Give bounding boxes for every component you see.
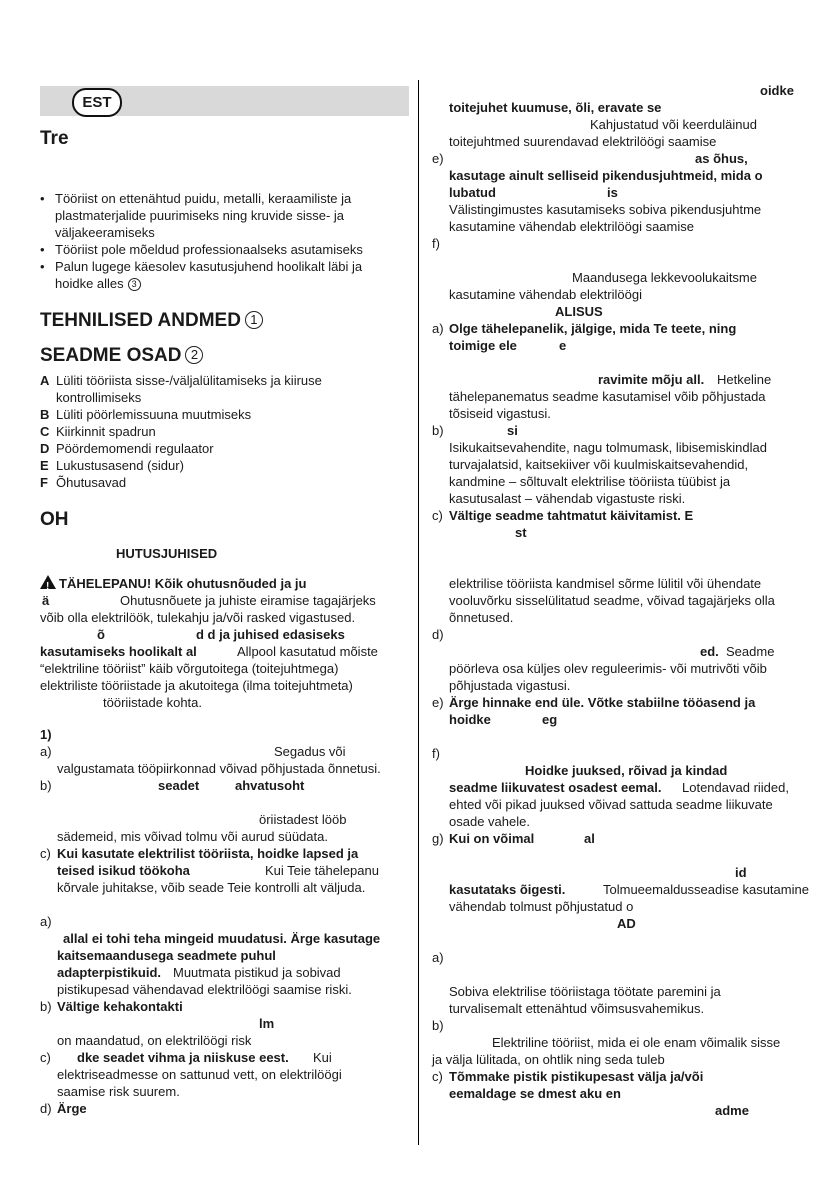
text-line: kõrvale juhitakse, võib seade Teie kontrolli alt väljuda. <box>57 880 366 895</box>
text-line: Vältige kehakontakti <box>57 999 183 1014</box>
item-label: e) <box>432 151 444 166</box>
text-line: kasutage ainult selliseid pikendusjuhtmeid, mida o <box>449 168 763 183</box>
text-line: Allpool kasutatud mõiste <box>237 644 378 659</box>
reference-number: 3 <box>128 278 141 291</box>
text-line: vähendab tolmust põhjustatud o <box>449 899 634 914</box>
text-line: Välistingimustes kasutamiseks sobiva pikendusjuhtme <box>449 202 762 217</box>
list-item: A Lüliti tööriista sisse-/väljalülitamiseks ja kiiruse kontrollimiseks <box>40 373 322 405</box>
text-line: ehted või pikad juuksed võivad sattuda seadme liikuvate <box>449 797 773 812</box>
text-line: Ärge hinnake end üle. Võtke stabiilne tööasend ja <box>449 695 756 710</box>
item-label: c) <box>40 846 51 861</box>
text-line: Isikukaitsevahendite, nagu tolmumask, libisemiskindlad <box>449 440 767 455</box>
text-line: Tolmueemaldusseadise kasutamine <box>603 882 809 897</box>
item-label: c) <box>432 1069 443 1084</box>
text-line: al <box>584 831 595 846</box>
text-line: osade vahele. <box>449 814 530 829</box>
text-line: ALISUS <box>555 304 603 319</box>
text-line: Ärge <box>57 1101 87 1116</box>
text-line: Sobiva elektrilise tööriistaga töötate paremini ja <box>449 984 721 999</box>
text-line: Hoidke juuksed, rõivad ja kindad <box>525 763 728 778</box>
text-line: allal ei tohi teha mingeid muudatusi. Ärge kasutage <box>63 931 381 946</box>
text-line: eg <box>542 712 558 727</box>
reference-number: 1 <box>245 311 263 329</box>
text-line: ed. <box>700 644 719 659</box>
item-label: b) <box>432 423 444 438</box>
text-line: Kahjustatud või keerduläinud <box>590 117 757 132</box>
text-line: ja välja lülitada, on ohtlik ning seda tuleb <box>432 1052 665 1067</box>
text-line: toimige ele <box>449 338 517 353</box>
text-line: pistikupesad vähendavad elektrilöögi saamise riski. <box>57 982 352 997</box>
text-line: pöörleva osa küljes olev reguleerimis- või mutrivõti võib <box>449 661 767 676</box>
list-item: E Lukustusasend (sidur) <box>40 458 184 473</box>
text-line: toitejuhtmed suurendavad elektrilöögi saamise <box>449 134 717 149</box>
item-label: c) <box>40 1050 51 1065</box>
list-item: • Palun lugege käesolev kasutusjuhend hoolikalt läbi ja hoidke alles 3 <box>40 258 363 292</box>
item-label: a) <box>432 321 444 336</box>
safety-subheading: HUTUSJUHISED <box>116 546 218 561</box>
text-line: Kui Teie tähelepanu <box>265 863 379 878</box>
text-line: vooluvõrku sisselülitatud seadme, võivad tagajärjeks olla <box>449 593 775 608</box>
text-line: elektrilise tööriista kandmisel sõrme lülitil või ühendate <box>449 576 762 591</box>
device-parts-heading: SEADME OSAD 2 <box>40 345 203 367</box>
item-label: d) <box>432 627 444 642</box>
text-line: öriistadest lööb <box>259 812 347 827</box>
text-line: lm <box>259 1016 275 1031</box>
text-line: kandmine – sõltuvalt elektrilise tööriista tüübist ja <box>449 474 731 489</box>
reference-number: 2 <box>185 346 203 364</box>
list-item: F Õhutusavad <box>40 475 127 490</box>
text-line: Elektriline tööriist, mida ei ole enam võimalik sisse <box>492 1035 781 1050</box>
text-line: Kui on võimal <box>449 831 535 846</box>
text-line: õnnetused. <box>449 610 514 625</box>
item-label: a) <box>40 914 52 929</box>
list-item: • Tööriist pole mõeldud professionaalseks asutamiseks <box>40 241 363 258</box>
warning-icon <box>40 575 56 589</box>
intro-bullets <box>40 190 363 292</box>
parts-list <box>40 372 410 491</box>
text-line: oidke <box>760 83 794 98</box>
item-label: b) <box>40 778 52 793</box>
text-line: kasutataks õigesti. <box>449 882 566 897</box>
text-line: adapterpistikuid. <box>57 965 162 980</box>
safety-heading: OH <box>40 509 69 530</box>
text-line: kaitsemaandusega seadmete puhul <box>57 948 276 963</box>
text-line: id <box>735 865 747 880</box>
item-label: c) <box>432 508 443 523</box>
text-line: toitejuhet kuumuse, õli, eravate se <box>449 100 662 115</box>
text-line: Kui kasutate elektrilist tööriista, hoidke lapsed ja <box>57 846 359 861</box>
list-item: • Tööriist on ettenähtud puidu, metalli, keraamiliste ja plastmaterjalide puurimiseks ning kruvide sisse- ja väljakeeramiseks <box>40 190 363 241</box>
text-line: kasutusalast – vähendab vigastuste riski. <box>449 491 686 506</box>
list-item: D Pöördemomendi regulaator <box>40 441 214 456</box>
text-line: kasutamiseks hoolikalt al <box>40 644 197 659</box>
text-line: Tõmmake pistik pistikupesast välja ja/või <box>449 1069 704 1084</box>
item-label: e) <box>432 695 444 710</box>
text-line: adme <box>715 1103 749 1118</box>
text-line: turvalisemalt ettenähtud võimsusvahemikus. <box>449 1001 705 1016</box>
text-line: Ohutusnõuete ja juhiste eiramise tagajärjeks <box>120 593 376 608</box>
text-line: Lotendavad riided, <box>682 780 789 795</box>
text-line: Hetkeline <box>717 372 772 387</box>
text-line: valgustamata tööpiirkonnad võivad põhjustada õnnetusi. <box>57 761 381 776</box>
text-line: tõsiseid vigastusi. <box>449 406 551 421</box>
text-line: as õhus, <box>695 151 748 166</box>
text-line: ahvatusoht <box>235 778 305 793</box>
text-line: on maandatud, on elektrilöögi risk <box>57 1033 252 1048</box>
item-label: a) <box>40 744 52 759</box>
item-label: a) <box>432 950 444 965</box>
list-item: C Kiirkinnit spadrun <box>40 424 156 439</box>
column-divider <box>418 80 419 1145</box>
text-line: Kui <box>313 1050 332 1065</box>
text-line: Muutmata pistikud ja sobivad <box>173 965 341 980</box>
section-number: 1) <box>40 727 52 742</box>
section-title: Tre <box>40 128 69 149</box>
text-line: Maandusega lekkevoolukaitsme <box>572 270 757 285</box>
text-line: kasutamine vähendab elektrilöögi <box>449 287 642 302</box>
text-line: võib olla elektrilöök, tulekahju ja/või rasked vigastused. <box>40 610 356 625</box>
item-label: b) <box>40 999 52 1014</box>
text-line: st <box>515 525 527 540</box>
text-line: AD <box>617 916 636 931</box>
list-item: B Lüliti pöörlemissuuna muutmiseks <box>40 407 252 422</box>
text-line: e <box>559 338 567 353</box>
item-label: f) <box>432 746 440 761</box>
text-line: elektriseadmesse on sattunud vett, on elektrilöögi <box>57 1067 342 1082</box>
text-line: Vältige seadme tahtmatut käivitamist. E <box>449 508 694 523</box>
text-line: “elektriline tööriist” käib võrgutoitega (toitejuhtmega) <box>40 661 339 676</box>
text-line: turvajalatsid, kaitsekiiver või kuulmiskaitsevahendid, <box>449 457 749 472</box>
text-line: d d ja juhised edasiseks <box>196 627 345 642</box>
language-badge: EST <box>72 88 122 117</box>
text-line: põhjustada vigastusi. <box>449 678 571 693</box>
text-line: elektriliste tööriistade ja akutoitega (ilma toitejuhtmeta) <box>40 678 353 693</box>
text-line: eemaldage se dmest aku en <box>449 1086 621 1101</box>
text-fragment: õ <box>97 627 105 642</box>
text-line: tähelepanematus seadme kasutamisel võib põhjustada <box>449 389 766 404</box>
item-label: d) <box>40 1101 52 1116</box>
item-label: b) <box>432 1018 444 1033</box>
item-label: f) <box>432 236 440 251</box>
text-line: saamise risk suurem. <box>57 1084 180 1099</box>
text-line: si <box>507 423 518 438</box>
text-fragment: ä <box>42 593 50 608</box>
text-line: teised isikud töökoha <box>57 863 190 878</box>
text-line: Seadme <box>726 644 775 659</box>
text-line: is <box>607 185 618 200</box>
text-line: kasutamine vähendab elektrilöögi saamise <box>449 219 694 234</box>
technical-data-heading: TEHNILISED ANDMED 1 <box>40 310 263 332</box>
text-line: dke seadet vihma ja niiskuse eest. <box>77 1050 289 1065</box>
item-label: g) <box>432 831 444 846</box>
text-line: lubatud <box>449 185 496 200</box>
text-line: tööriistade kohta. <box>103 695 203 710</box>
text-line: seadet <box>158 778 200 793</box>
text-line: Olge tähelepanelik, jälgige, mida Te teete, ning <box>449 321 737 336</box>
warning-line: !TÄHELEPANU! Kõik ohutusnõuded ja ju <box>40 575 306 592</box>
text-line: seadme liikuvatest osadest eemal. <box>449 780 662 795</box>
text-line: Segadus või <box>274 744 346 759</box>
text-line: hoidke <box>449 712 491 727</box>
text-line: ravimite mõju all. <box>598 372 705 387</box>
text-line: sädemeid, mis võivad tolmu või aurud süüdata. <box>57 829 328 844</box>
